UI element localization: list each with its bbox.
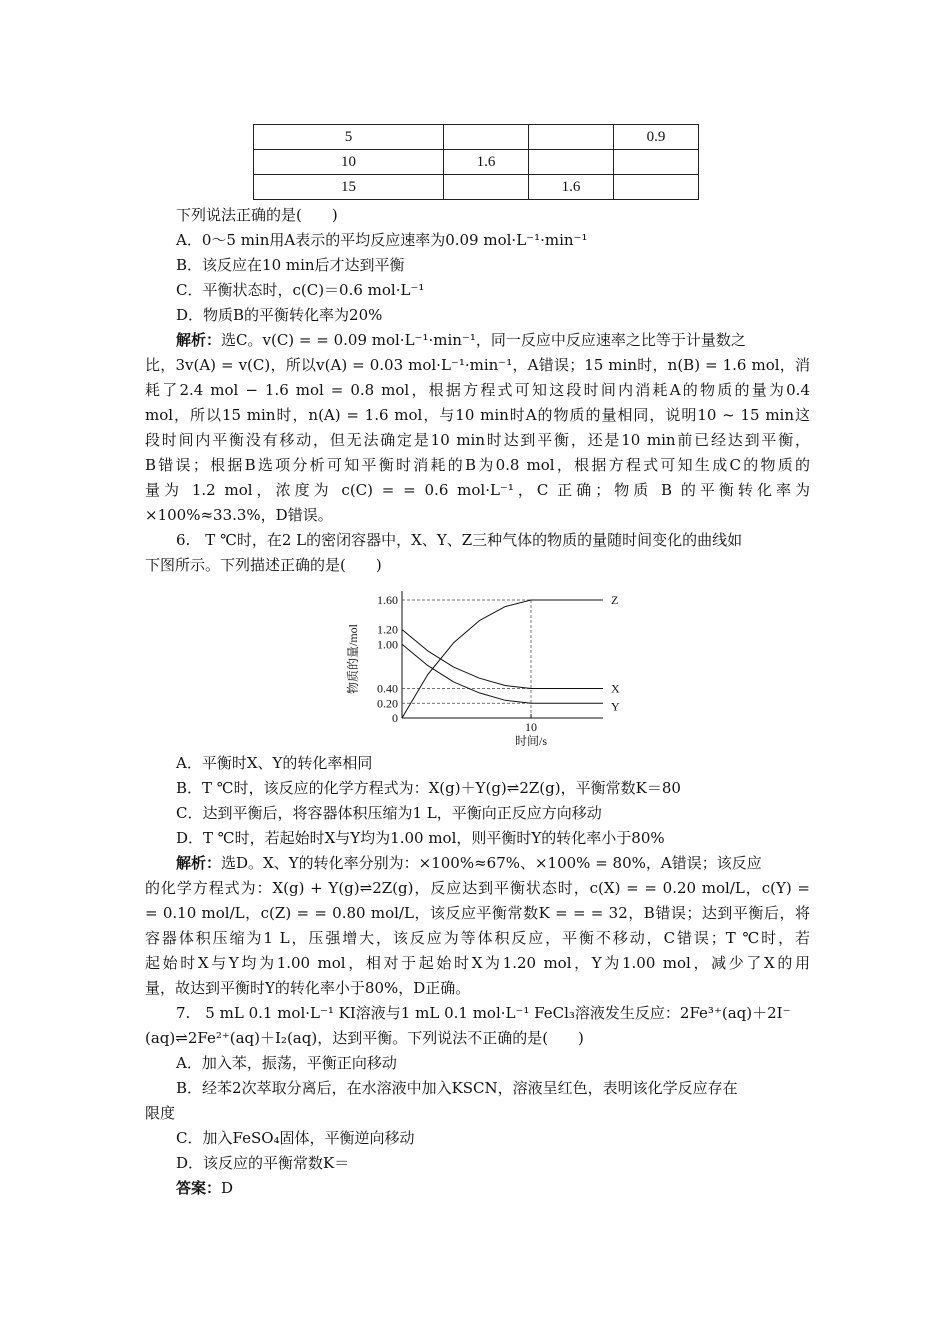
- table-cell: 0.9: [614, 125, 699, 150]
- y-axis-label: 物质的量/mol: [346, 623, 360, 695]
- table-cell: [529, 150, 614, 175]
- q7-option-d: D．该反应的平衡常数K＝: [176, 1154, 350, 1172]
- y-tick-label: 1.60: [377, 593, 398, 607]
- table-row: [254, 150, 699, 175]
- q5-analysis-line: 段时间内平衡没有移动，但无法确定是10 min时达到平衡，还是10 min前已经达到平衡，: [145, 431, 810, 449]
- q6-option-d: D．T ℃时，若起始时X与Y均为1.00 mol，则平衡时Y的转化率小于80%: [176, 829, 665, 847]
- q5-analysis-line: 耗了2.4 mol − 1.6 mol = 0.8 mol，根据方程式可知这段时间内消耗A的物质的量为0.4: [145, 381, 810, 399]
- q6-option-c: C．达到平衡后，将容器体积压缩为1 L，平衡向正反应方向移动: [176, 804, 602, 822]
- table-cell: [529, 125, 614, 150]
- q5-analysis-line: 解析：选C。v(C) = = 0.09 mol·L⁻¹·min⁻¹，同一反应中反应速率之比等于计量数之: [176, 331, 746, 349]
- q6-stem: 6. T ℃时，在2 L的密闭容器中，X、Y、Z三种气体的物质的量随时间变化的曲线如: [176, 531, 743, 549]
- q6-analysis-line: 起始时X与Y均为1.00 mol，相对于起始时X为1.20 mol，Y为1.00 mol，减少了X的用: [145, 954, 810, 972]
- series-label-z: Z: [611, 593, 619, 607]
- q6-option-a: A．平衡时X、Y的转化率相同: [176, 754, 373, 772]
- answer-value: D: [221, 1179, 234, 1197]
- q5-analysis-line: B错误；根据B选项分析可知平衡时消耗的B为0.8 mol，根据方程式可知生成C的物质的: [145, 456, 810, 474]
- q7-stem: 7. 5 mL 0.1 mol·L⁻¹ KI溶液与1 mL 0.1 mol·L⁻¹ FeCl₃溶液发生反应：2Fe³⁺(aq)＋2I⁻: [176, 1004, 791, 1022]
- q6-analysis-line: = 0.10 mol/L，c(Z) = = 0.80 mol/L，该反应平衡常数K = = = 32，B错误；达到平衡后，将: [145, 904, 810, 922]
- series-label-y: Y: [611, 699, 620, 714]
- q5-option-b: B．该反应在10 min后才达到平衡: [176, 256, 405, 274]
- table-cell: 5: [254, 125, 444, 150]
- origin-label: 0: [392, 711, 398, 725]
- y-tick-label: 0.20: [377, 696, 398, 711]
- series-line-z: [402, 600, 603, 718]
- x-tick-label: 10: [525, 720, 537, 734]
- table-cell: 1.6: [529, 175, 614, 200]
- q7-answer: [176, 1176, 841, 1201]
- q5-option-c: C．平衡状态时，c(C)＝0.6 mol·L⁻¹: [176, 281, 425, 299]
- answer-label: 答案：: [176, 1179, 222, 1197]
- y-tick-label: 1.20: [377, 622, 398, 637]
- q5-option-a: A．0～5 min用A表示的平均反应速率为0.09 mol·L⁻¹·min⁻¹: [176, 231, 588, 249]
- q5-analysis-line: 量为 1.2 mol，浓度为 c(C) = = 0.6 mol·L⁻¹，C 正确；物质 B 的平衡转化率为: [145, 481, 810, 499]
- table-cell: 1.6: [444, 150, 529, 175]
- q6-analysis-line: 容器体积压缩为1 L，压强增大，该反应为等体积反应，平衡不移动，C错误；T ℃时，若: [145, 929, 810, 947]
- y-tick-label: 1.00: [377, 637, 398, 652]
- data-table: [253, 124, 699, 200]
- q7-option-a: A．加入苯，振荡，平衡正向移动: [176, 1054, 397, 1072]
- q6-analysis-line: 解析：选D。X、Y的转化率分别为：×100%≈67%、×100% = 80%，A错误；该反应: [176, 854, 762, 872]
- series-line-x: [402, 630, 603, 689]
- x-axis-label: 时间/s: [514, 734, 548, 748]
- table-cell: [444, 175, 529, 200]
- table-cell: [444, 125, 529, 150]
- table-cell: 10: [254, 150, 444, 175]
- y-tick-label: 0.40: [377, 681, 398, 696]
- moles-vs-time-chart: [345, 583, 635, 748]
- q6-option-b: B．T ℃时，该反应的化学方程式为：X(g)＋Y(g)⇌2Z(g)，平衡常数K＝80: [176, 779, 681, 797]
- q5-analysis-line: 比，3v(A) = v(C)，所以v(A) = 0.03 mol·L⁻¹·min⁻¹，A错误；15 min时，n(B) = 1.6 mol，消: [145, 356, 810, 374]
- table-cell: [614, 150, 699, 175]
- series-label-x: X: [611, 681, 620, 696]
- q5-analysis-line: mol，所以15 min时，n(A) = 1.6 mol，与10 min时A的物质的量相同，说明10 ~ 15 min这: [145, 406, 810, 424]
- q6-analysis-line: 的化学方程式为：X(g) + Y(g)⇌2Z(g)，反应达到平衡状态时，c(X) = = 0.20 mol/L，c(Y) =: [145, 879, 810, 897]
- q7-option-c: C．加入FeSO₄固体，平衡逆向移动: [176, 1129, 415, 1147]
- analysis-label: 解析：: [176, 854, 222, 872]
- q7-stem: (aq)⇌2Fe²⁺(aq)＋I₂(aq)，达到平衡。下列说法不正确的是( ): [145, 1029, 584, 1047]
- table-cell: 15: [254, 175, 444, 200]
- q7-option-b-cont: 限度: [145, 1104, 176, 1122]
- table-row: [254, 175, 699, 200]
- q6-stem: 下图所示。下列描述正确的是( ): [145, 556, 382, 574]
- analysis-label: 解析：: [176, 331, 222, 349]
- table-row: [254, 125, 699, 150]
- q5-analysis-line: ×100%≈33.3%，D错误。: [145, 506, 333, 524]
- q6-analysis-line: 量，故达到平衡时Y的转化率小于80%，D正确。: [145, 979, 471, 997]
- q5-stem: 下列说法正确的是( ): [176, 206, 338, 224]
- q5-option-d: D．物质B的平衡转化率为20%: [176, 306, 383, 324]
- table-cell: [614, 175, 699, 200]
- q7-option-b: B．经苯2次萃取分离后，在水溶液中加入KSCN，溶液呈红色，表明该化学反应存在: [176, 1079, 738, 1097]
